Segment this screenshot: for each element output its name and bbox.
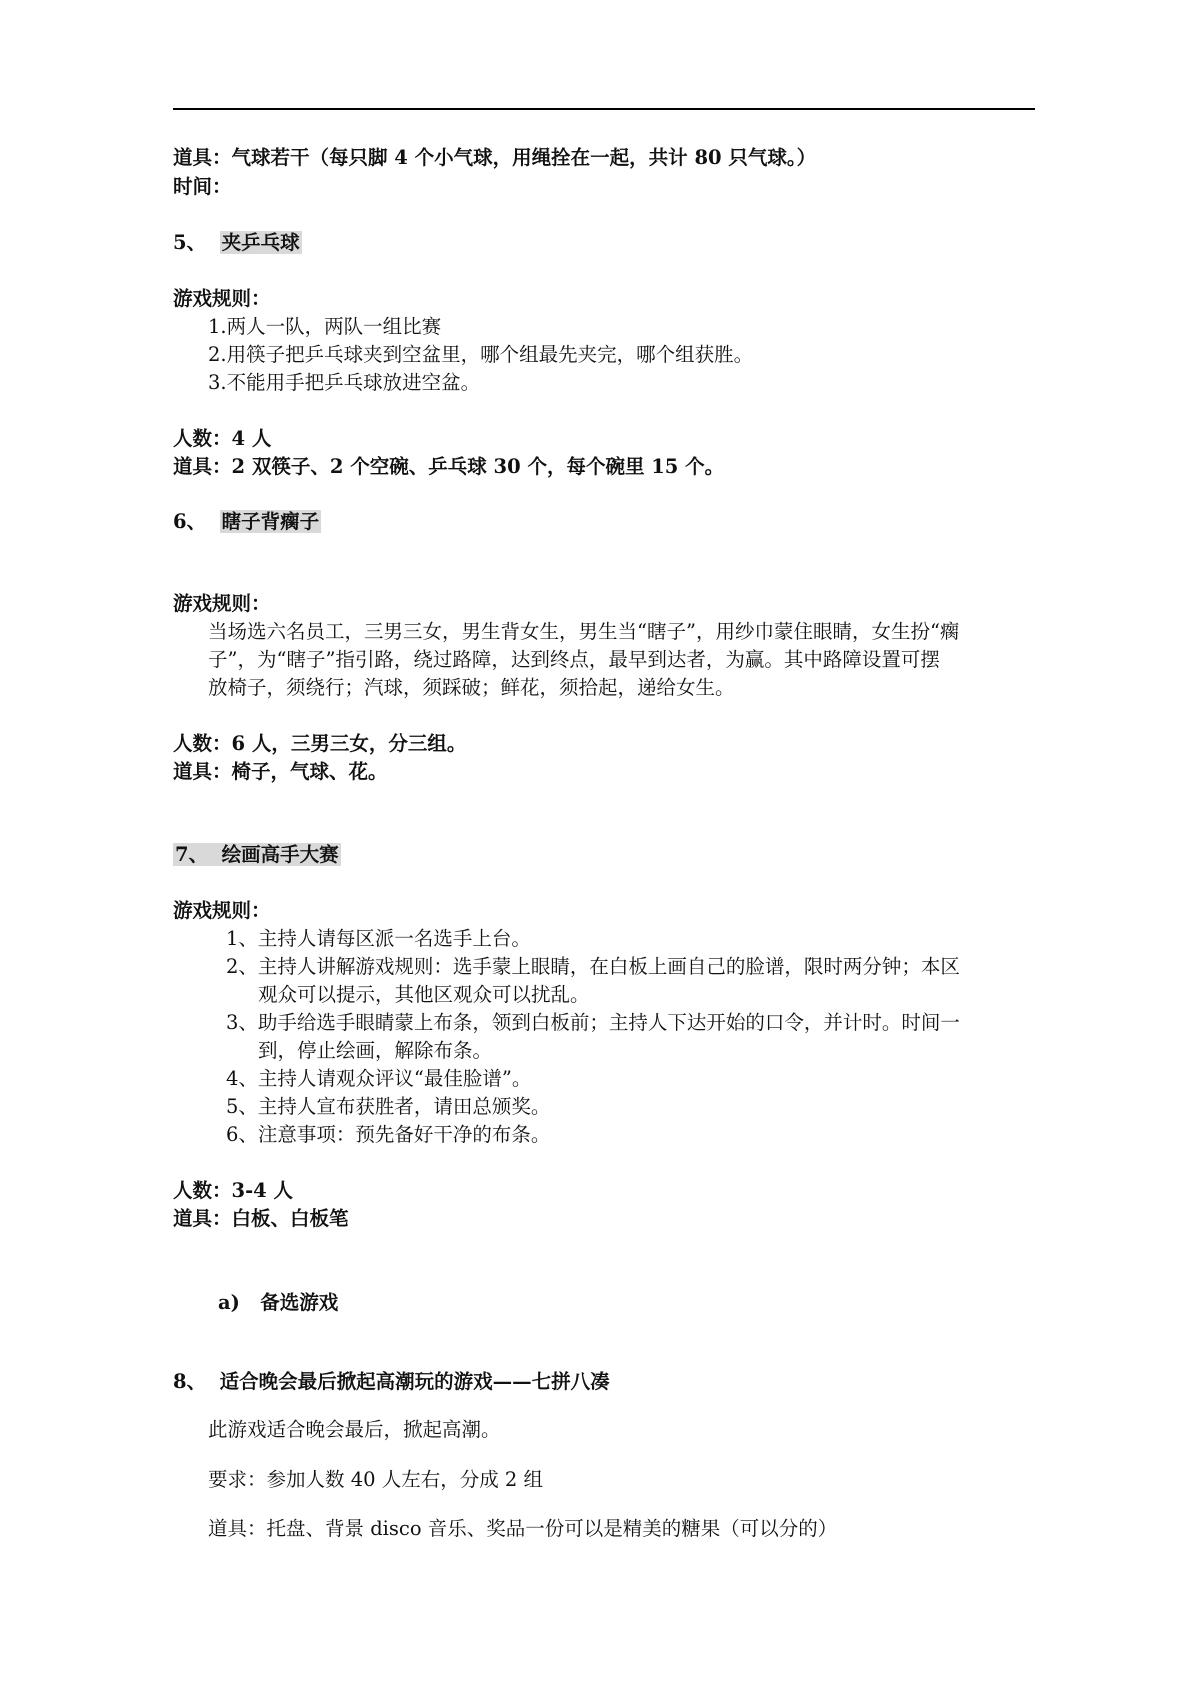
section-6-heading: 6、 瞎子背瘸子: [173, 510, 320, 533]
s6-rule-line-2: 子”，为“瞎子”指引路，绕过路障，达到终点，最早到达者，为赢。其中路障设置可摆: [208, 648, 940, 671]
header-rule: [173, 108, 1035, 110]
s5-people: 人数：4 人: [173, 427, 272, 450]
s8-para-3: 道具：托盘、背景 disco 音乐、奖品一份可以是精美的糖果（可以分的）: [208, 1517, 838, 1540]
s7-rule-3: 3、助手给选手眼睛蒙上布条，领到白板前；主持人下达开始的口令，并计时。时间一: [226, 1011, 960, 1034]
s6-rule-line-1: 当场选六名员工，三男三女，男生背女生，男生当“瞎子”，用纱巾蒙住眼睛，女生扮“瘸: [208, 620, 960, 643]
s7-rule-4: 4、主持人请观众评议“最佳脸谱”。: [226, 1067, 532, 1090]
s6-rules-label: 游戏规则：: [173, 592, 271, 615]
s7-rule-6: 6、注意事项：预先备好干净的布条。: [226, 1123, 551, 1146]
s5-rule-1: 1.两人一队，两队一组比赛: [208, 315, 442, 338]
s5-rules-label: 游戏规则：: [173, 287, 271, 310]
s7-rule-1: 1、主持人请每区派一名选手上台。: [226, 927, 531, 950]
s5-rule-3: 3.不能用手把乒乓球放进空盆。: [208, 371, 481, 394]
time-line: 时间：: [173, 175, 232, 198]
s7-rule-2-cont: 观众可以提示，其他区观众可以扰乱。: [258, 983, 590, 1006]
s7-rule-2: 2、主持人讲解游戏规则：选手蒙上眼睛，在白板上画自己的脸谱，限时两分钟；本区: [226, 955, 960, 978]
section-5-heading: 5、 夹乒乓球: [173, 231, 300, 254]
s5-props: 道具：2 双筷子、2 个空碗、乒乓球 30 个，每个碗里 15 个。: [173, 455, 725, 478]
section-8-heading: 8、 适合晚会最后掀起高潮玩的游戏——七拼八凑: [173, 1370, 610, 1393]
s6-people: 人数：6 人，三男三女，分三组。: [173, 732, 467, 755]
s8-para-2: 要求：参加人数 40 人左右，分成 2 组: [208, 1468, 544, 1491]
s5-rule-2: 2.用筷子把乒乓球夹到空盆里，哪个组最先夹完，哪个组获胜。: [208, 343, 754, 366]
s7-rule-5: 5、主持人宣布获胜者，请田总颁奖。: [226, 1095, 551, 1118]
s7-props: 道具：白板、白板笔: [173, 1207, 349, 1230]
alt-games-heading: a) 备选游戏: [218, 1291, 339, 1314]
props-line: 道具：气球若干（每只脚 4 个小气球，用绳拴在一起，共计 80 只气球。）: [173, 146, 817, 169]
s8-para-1: 此游戏适合晚会最后，掀起高潮。: [208, 1418, 501, 1441]
s7-rules-label: 游戏规则：: [173, 899, 271, 922]
section-7-heading: 7、 绘画高手大赛: [175, 843, 339, 866]
s6-rule-line-3: 放椅子，须绕行；汽球，须踩破；鲜花，须拾起，递给女生。: [208, 676, 735, 699]
s7-people: 人数：3-4 人: [173, 1179, 294, 1202]
s7-rule-3-cont: 到，停止绘画，解除布条。: [258, 1039, 493, 1062]
s6-props: 道具：椅子，气球、花。: [173, 760, 388, 783]
